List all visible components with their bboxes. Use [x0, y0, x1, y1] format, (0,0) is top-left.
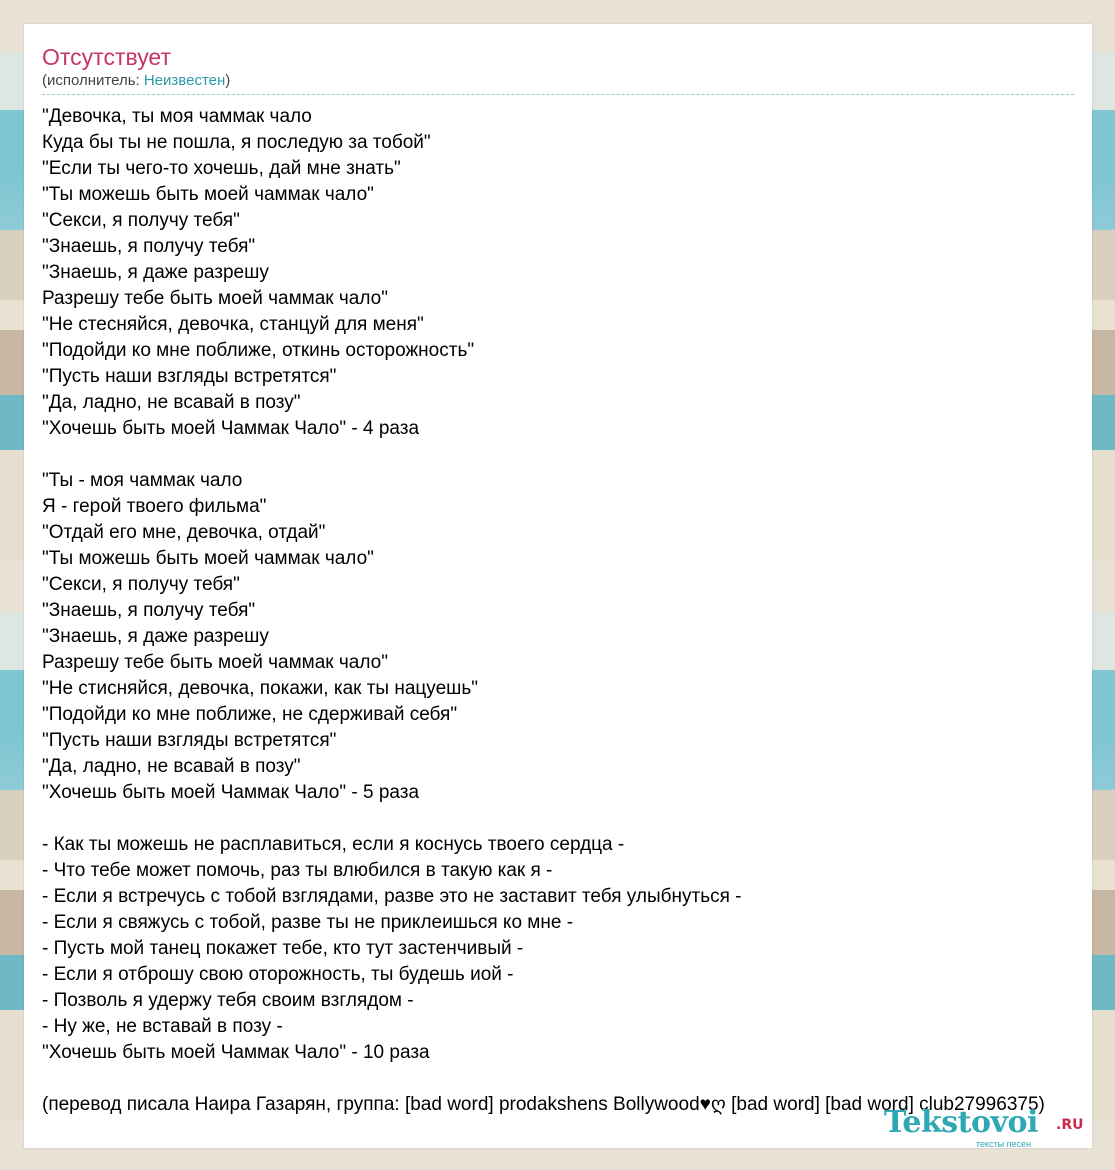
lyrics-line: "Секси, я получу тебя": [42, 574, 240, 595]
logo-tld: .RU: [1056, 1117, 1084, 1133]
song-title: Отсутствует: [42, 44, 171, 70]
lyrics-line: - Позволь я удержу тебя своим взглядом -: [42, 990, 414, 1011]
lyrics-line: "Подойди ко мне поближе, откинь осторожность": [42, 340, 475, 361]
lyrics-line: "Пусть наши взгляды встретятся": [42, 366, 337, 387]
lyrics-blank-line: [42, 442, 1045, 468]
lyrics-line: "Знаешь, я получу тебя": [42, 236, 256, 257]
lyrics-line: - Если я свяжусь с тобой, разве ты не приклеишься ко мне -: [42, 912, 574, 933]
lyrics-text: [42, 104, 1045, 1118]
lyrics-line: "Если ты чего-то хочешь, дай мне знать": [42, 158, 401, 179]
translation-credit: (перевод писала Наира Газарян, группа: [bad word] prodakshens Bollywood♥ღ [bad word] [bad word] club27996375): [42, 1094, 1045, 1115]
lyrics-line: "Не стисняйся, девочка, покажи, как ты нацуешь": [42, 678, 479, 699]
lyrics-line: - Если я отброшу свою оторожность, ты будешь иой -: [42, 964, 514, 985]
lyrics-line: "Подойди ко мне поближе, не сдерживай себя": [42, 704, 458, 725]
song-header: [42, 42, 1074, 95]
artist-suffix: ): [225, 72, 231, 89]
lyrics-line: "Хочешь быть моей Чаммак Чало" - 4 раза: [42, 418, 420, 439]
lyrics-line: "Знаешь, я даже разрешу: [42, 626, 269, 647]
lyrics-line: "Ты можешь быть моей чаммак чало": [42, 548, 374, 569]
artist-prefix: (исполнитель:: [42, 72, 144, 89]
lyrics-line: "Отдай его мне, девочка, отдай": [42, 522, 326, 543]
lyrics-line: "Ты - моя чаммак чало: [42, 470, 243, 491]
logo-tagline: тексты песен: [976, 1139, 1032, 1149]
lyrics-line: Разрешу тебе быть моей чаммак чало": [42, 652, 388, 673]
lyrics-card: [24, 24, 1092, 1148]
lyrics-line: "Ты можешь быть моей чаммак чало": [42, 184, 374, 205]
lyrics-line: - Что тебе может помочь, раз ты влюбился в такую как я -: [42, 860, 553, 881]
lyrics-line: "Да, ладно, не всавай в позу": [42, 756, 301, 777]
lyrics-line: "Секси, я получу тебя": [42, 210, 240, 231]
lyrics-line: Разрешу тебе быть моей чаммак чало": [42, 288, 388, 309]
lyrics-line: - Если я встречусь с тобой взглядами, разве это не заставит тебя улыбнуться -: [42, 886, 742, 907]
lyrics-line: "Хочешь быть моей Чаммак Чало" - 5 раза: [42, 782, 420, 803]
lyrics-blank-line: [42, 806, 1045, 832]
lyrics-line: "Не стесняйся, девочка, станцуй для меня": [42, 314, 424, 335]
lyrics-line: "Да, ладно, не всавай в позу": [42, 392, 301, 413]
logo-wordmark: Tekstovoi: [884, 1105, 1038, 1140]
lyrics-line: - Пусть мой танец покажет тебе, кто тут застенчивый -: [42, 938, 524, 959]
lyrics-line: "Хочешь быть моей Чаммак Чало" - 10 раза: [42, 1042, 430, 1063]
lyrics-line: "Знаешь, я получу тебя": [42, 600, 256, 621]
artist-link[interactable]: Неизвестен: [143, 72, 226, 89]
lyrics-line: "Пусть наши взгляды встретятся": [42, 730, 337, 751]
lyrics-line: "Знаешь, я даже разрешу: [42, 262, 269, 283]
artist-line: [42, 72, 1074, 90]
lyrics-line: "Девочка, ты моя чаммак чало: [42, 106, 312, 127]
lyrics-line: Я - герой твоего фильма": [42, 496, 267, 517]
lyrics-line: - Ну же, не вставай в позу -: [42, 1016, 283, 1037]
lyrics-blank-line: [42, 1066, 1045, 1092]
tekstovoi-logo[interactable]: [884, 1105, 1094, 1155]
lyrics-line: Куда бы ты не пошла, я последую за тобой": [42, 132, 431, 153]
lyrics-line: - Как ты можешь не расплавиться, если я коснусь твоего сердца -: [42, 834, 625, 855]
